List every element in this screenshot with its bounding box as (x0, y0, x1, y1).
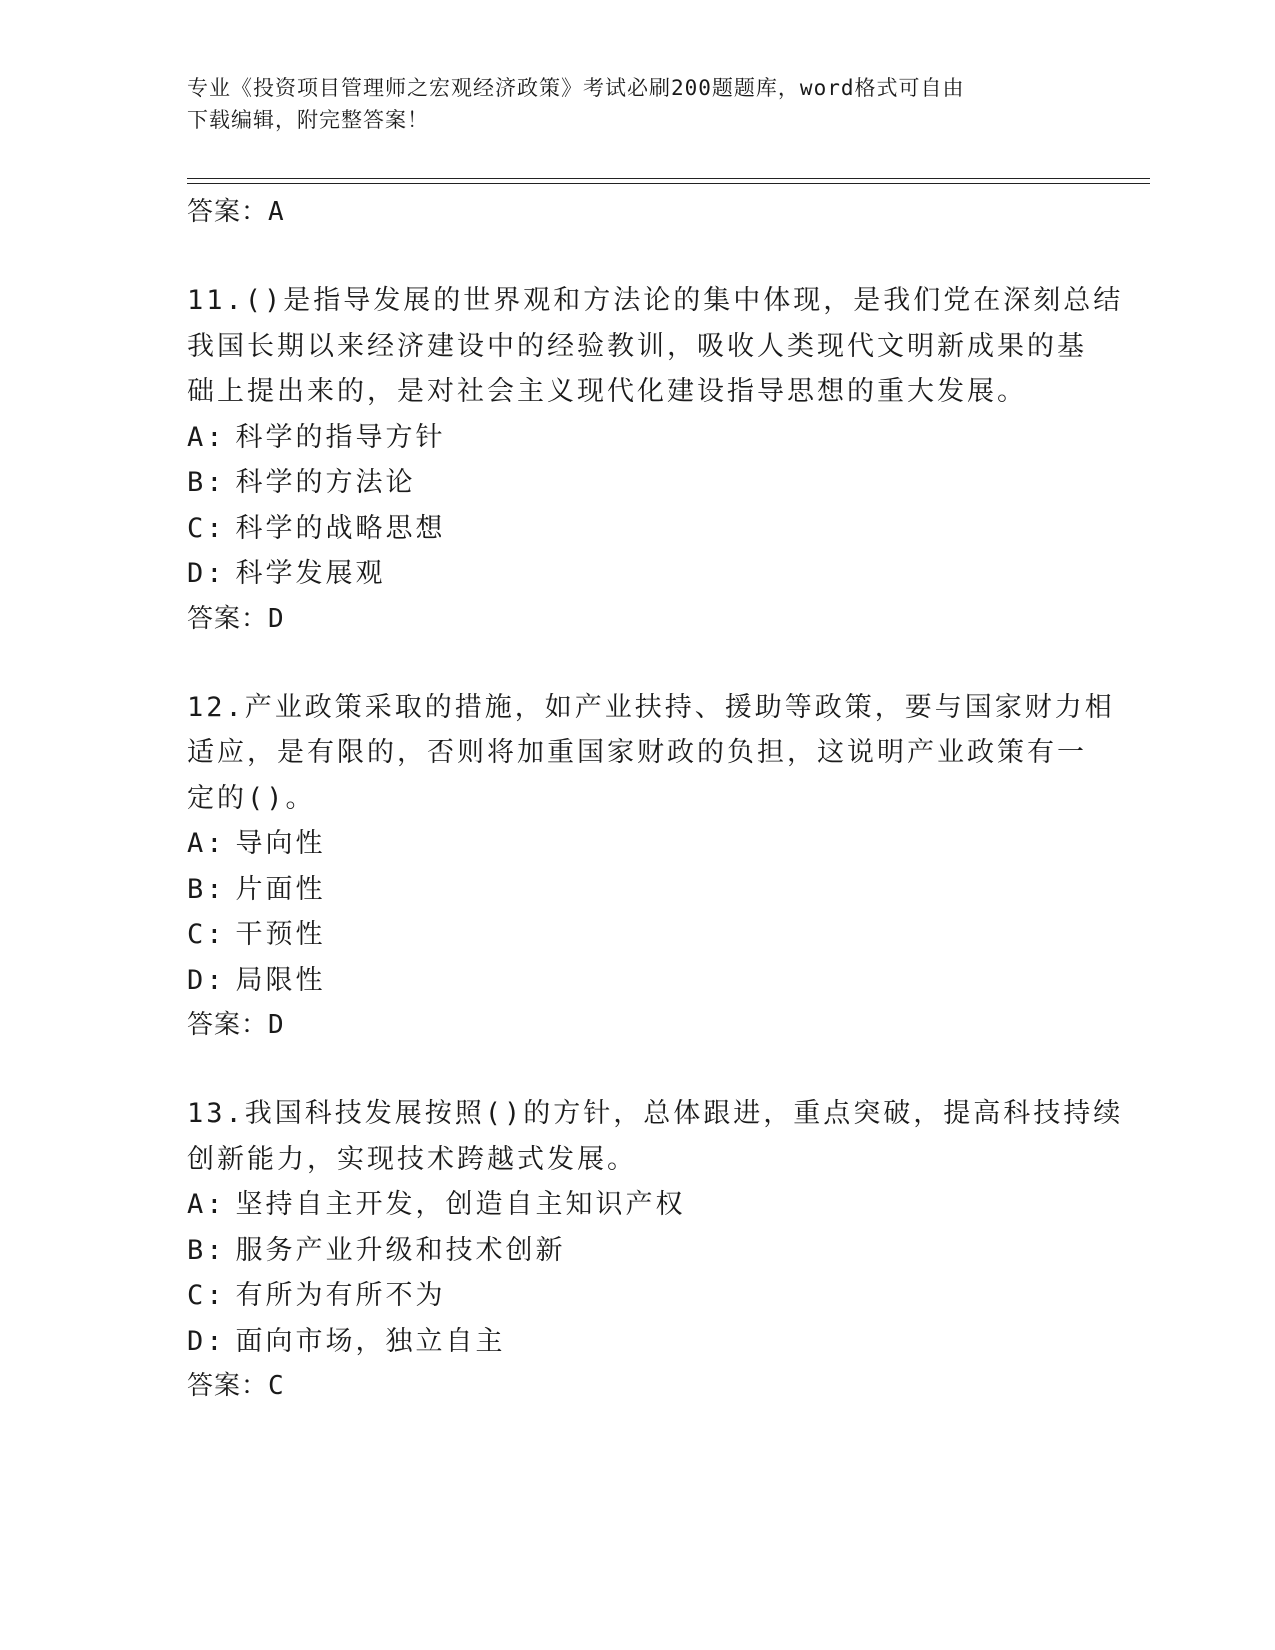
answer: 答案：D (187, 603, 285, 634)
option-text: 科学的方法论 (235, 467, 416, 498)
question-13 (187, 1091, 1124, 1408)
question-text-line: 创新能力，实现技术跨越式发展。 (187, 1143, 637, 1175)
question-text-line: 适应，是有限的，否则将加重国家财政的负担，这说明产业政策有一 (187, 737, 1087, 768)
option-key: C: (187, 919, 226, 950)
header-line: 下载编辑，附完整答案！ (187, 108, 429, 132)
option-c (187, 506, 1087, 552)
question-12 (187, 685, 1115, 1048)
question-text-line: 定的()。 (187, 782, 316, 814)
option-d (187, 551, 1087, 597)
question-text-line: 12.产业政策采取的措施，如产业扶持、援助等政策，要与国家财力相 (187, 691, 1115, 723)
option-text: 导向性 (235, 828, 326, 859)
option-key: C: (187, 512, 226, 544)
option-key: B: (187, 873, 226, 905)
option-c (187, 912, 1087, 958)
option-text: 科学发展观 (235, 558, 386, 589)
option-c (187, 1273, 1087, 1319)
option-b (187, 1228, 1087, 1274)
option-text: 服务产业升级和技术创新 (235, 1234, 566, 1266)
option-key: D: (187, 558, 226, 589)
question-text-line: 13.我国科技发展按照()的方针，总体跟进，重点突破，提高科技持续 (187, 1098, 1124, 1129)
document-header (187, 72, 1067, 136)
option-key: B: (187, 1234, 226, 1266)
option-a (187, 1182, 1087, 1228)
document-body (187, 190, 1124, 1408)
option-a (187, 415, 1087, 461)
option-d (187, 1319, 1087, 1365)
header-divider (187, 183, 1150, 184)
header-divider (187, 178, 1150, 179)
option-key: D: (187, 964, 226, 996)
option-b (187, 867, 1087, 913)
option-a (187, 821, 1087, 867)
option-key: D: (187, 1325, 226, 1357)
option-key: A: (187, 1189, 226, 1220)
option-d (187, 958, 1087, 1004)
question-text-line: 我国长期以来经济建设中的经验教训，吸收人类现代文明新成果的基 (187, 330, 1087, 362)
option-text: 科学的战略思想 (235, 512, 446, 544)
option-text: 科学的指导方针 (235, 421, 446, 453)
header-line: 专业《投资项目管理师之宏观经济政策》考试必刷200题题库，word格式可自由 (187, 76, 965, 100)
option-key: A: (187, 828, 226, 859)
question-text-line: 11.()是指导发展的世界观和方法论的集中体现，是我们党在深刻总结 (187, 285, 1124, 316)
option-text: 片面性 (235, 873, 326, 905)
answer: 答案：C (187, 1371, 285, 1401)
question-11 (187, 278, 1124, 641)
question-text-line: 础上提出来的，是对社会主义现代化建设指导思想的重大发展。 (187, 376, 1027, 407)
answer: 答案：D (187, 1010, 285, 1040)
option-key: B: (187, 467, 226, 498)
option-text: 局限性 (235, 964, 326, 996)
option-text: 有所为有所不为 (235, 1280, 446, 1311)
option-b (187, 460, 1087, 506)
previous-answer: 答案：A (187, 197, 285, 227)
option-text: 面向市场，独立自主 (235, 1325, 506, 1357)
option-text: 坚持自主开发，创造自主知识产权 (235, 1189, 686, 1220)
option-key: A: (187, 421, 226, 453)
option-key: C: (187, 1280, 226, 1311)
option-text: 干预性 (235, 919, 326, 950)
